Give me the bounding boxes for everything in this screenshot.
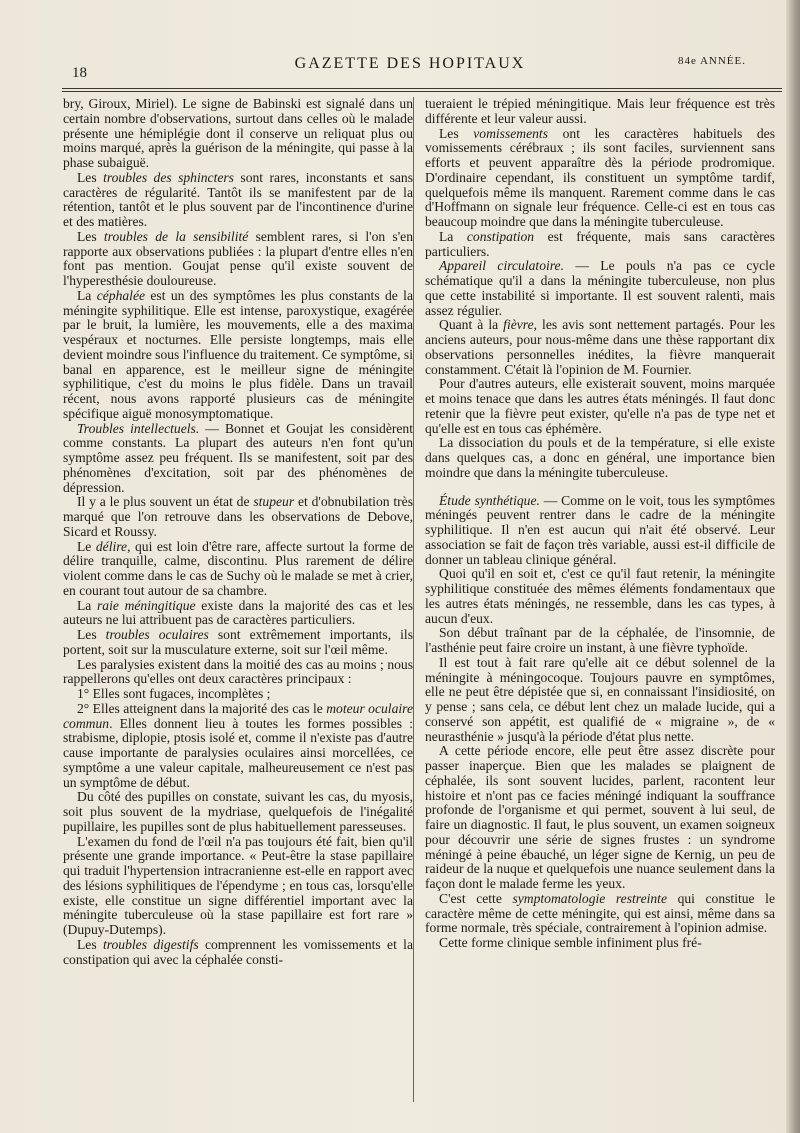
paragraph-text: , qui est loin d'être rare, affecte surtout la forme de délire tranquille, calme, discontinu. Plus rarement de délire violent comme dans le cas de Suchy où le malade se met à crier, en courant tout autour de sa chambre. [63, 538, 413, 598]
paragraph-lp12 [63, 702, 413, 791]
paragraph-text: qui constitue le caractère même de cette méningite, qui est ainsi, même dans sa forme normale, très spéciale, contrairement à l'opinion admise. [425, 890, 775, 936]
paragraph-prefix: Les [77, 228, 104, 244]
paragraph-prefix: Les [77, 169, 104, 185]
emphasis-term: Étude synthétique. [439, 492, 540, 508]
volume-year: 84e ANNÉE. [677, 55, 746, 67]
paragraph-rp13 [425, 892, 775, 936]
paragraph-prefix: La [439, 228, 467, 244]
paragraph-rp11 [425, 656, 775, 745]
paragraph-prefix: Il y a le plus souvent un état de [77, 494, 254, 510]
paragraph-rp4 [425, 259, 775, 318]
emphasis-term: troubles de la sensibilité [103, 228, 249, 244]
emphasis-term: délire [95, 538, 128, 554]
emphasis-term: constipation [466, 228, 535, 244]
paragraph-rp1 [425, 97, 775, 127]
page-edge-shadow [786, 0, 800, 1133]
paragraph-rp6 [425, 377, 775, 436]
paragraph-lp4 [63, 289, 413, 422]
paragraph-text: ont les caractères habituels des vomissements cérébraux ; ils sont faciles, surviennent sans efforts et peuvent apparaître dès la période prodromique. D'ordinaire cependant, ils constituent un symptôme tardif, quelquefois même ils manquent. Rarement comme dans le cas d'Hoffmann on signale leur fréquence. Celle-ci est en tous cas beaucoup moindre que dans la méningite tuberculeuse. [425, 125, 775, 229]
emphasis-term: troubles oculaires [105, 627, 209, 642]
paragraph-lp9 [63, 628, 413, 658]
page-number: 18 [72, 65, 87, 81]
paragraph-rp14 [425, 936, 775, 951]
emphasis-term: moteur oculaire commun [63, 700, 413, 731]
paragraph-lp3 [63, 230, 413, 289]
paragraph-prefix: Les [439, 125, 474, 141]
emphasis-term: Appareil circulatoire. [439, 258, 564, 274]
paragraph-prefix: Quant à la [439, 317, 504, 333]
emphasis-term: troubles digestifs [102, 936, 199, 952]
paragraph-rp2 [425, 127, 775, 230]
paragraph-text: sont rares, inconstants et sans caractères de régularité. Tantôt ils se manifestent par de la rétention, tantôt et le plus souvent par de l'incontinence d'urine et des matières. [63, 169, 413, 229]
paragraph-text: Pour d'autres auteurs, elle existerait souvent, moins marquée et moins tenace que dans les autres états méningés. Il faut donc retenir que la fièvre peut exister, qu'elle n'a pas de type net et qu'elle est en tous cas éphémère. [425, 376, 775, 436]
paragraph-text: comprennent les vomissements et la constipation qui avec la céphalée consti- [63, 936, 413, 967]
paragraph-text: semblent rares, si l'on s'en rapporte aux observations publiées : la plupart d'entre elles n'en font pas mention. Goujat pense qu'il existe souvent de l'hyperesthésie douloureuse. [63, 228, 414, 288]
paragraph-text: L'examen du fond de l'œil n'a pas toujours été fait, bien qu'il présente une grande importance. « Peut-être la stase papillaire qui traduit l'hypertension intracranienne est-elle en rapport avec des lésions syphilitiques de l'épendyme ; en tous cas, lorsqu'elle existe, elle constitue un signe différentiel important avec la méningite tuberculeuse où la stase papillaire est fort rare » (Dupuy-Dutemps). [63, 833, 413, 937]
paragraph-rp7 [425, 436, 775, 480]
paragraph-lp11 [63, 687, 413, 702]
paragraph-text: est fréquente, mais sans caractères particuliers. [425, 228, 775, 259]
paragraph-text: Son début traînant par de la céphalée, de l'insomnie, de l'asthénie peut faire croire un instant, à une fièvre typhoïde. [425, 625, 775, 655]
paragraph-text: Cette forme clinique semble infiniment plus fré- [439, 935, 702, 950]
paragraph-text: Il est tout à fait rare qu'elle ait ce début solennel de la méningite à méningocoque. Toujours pauvre en symptômes, elle ne peut être dépistée que si, en connaissant l'insidiosité, on y pense ; sans cela, ce début lent chez un malade lucide, qui a conservé son appétit, est qualifié de « migraine », de « neurasthénie » jusqu'à la période d'état plus nette. [425, 654, 775, 744]
paragraph-rp5 [425, 318, 775, 377]
paragraph-prefix: C'est cette [439, 890, 513, 906]
paragraph-text: est un des symptômes les plus constants de la méningite syphilitique. Elle est intense, paroxystique, exagérée par le bruit, la lumière, les mouvements, elle a des maxima vespéraux et nocturnes. Elle persiste longtemps, mais elle devient moindre sous l'influence du traitement. Ce symptôme, si banal en apparence, est le meilleur signe de méningite syphilitique, c'est du moins le plus fidèle. Dans un travail récent, nous avons rapporté plusieurs cas de méningite spécifique aiguë monosymptomatique. [63, 287, 413, 421]
paragraph-prefix: Les [77, 627, 106, 642]
right-column [425, 97, 775, 951]
page-header [40, 55, 780, 79]
paragraph-lp7 [63, 540, 413, 599]
paragraph-text: tueraient le trépied méningitique. Mais leur fréquence est très différente et leur valeur aussi. [425, 96, 775, 126]
paragraph-text: Quoi qu'il en soit et, c'est ce qu'il faut retenir, la méningite syphilitique constituée des mêmes éléments fondamentaux que les autres états méningés, ne ressemble, dans les cas types, à aucun d'eux. [425, 566, 775, 626]
column-divider [413, 97, 414, 1102]
paragraph-text: bry, Giroux, Miriel). Le signe de Babinski est signalé dans un certain nombre d'observations, surtout dans celles où le malade présente une hémiplégie dont il conserve un reliquat plus ou moins marqué, après la guérison de la méningite, qui passe à la phase subaiguë. [63, 96, 413, 170]
paragraph-prefix: Les [77, 936, 103, 952]
emphasis-term: raie méningitique [97, 597, 196, 613]
emphasis-term: stupeur [253, 494, 295, 510]
emphasis-term: céphalée [96, 287, 146, 303]
paragraph-text: A cette période encore, elle peut être assez discrète pour passer inaperçue. Bien que les malades se plaignent de céphalée, ils sont souvent lucides, parlent, racontent leur histoire et n'ont pas ce facies méningé indiquant la souffrance profonde de l'organisme et qui permet, souvent à lui seul, de faire un diagnostic. Il faut, le plus souvent, un examen soigneux pour découvrir une série de signes frustes : un syndrome méningé à peine ébauché, un léger signe de Kernig, un peu de raideur de la nuque et quelquefois une nuance seulement dans la façon dont le malade ferme les yeux. [425, 743, 775, 891]
paragraph-rp3 [425, 230, 775, 260]
paragraph-text: et d'obnubilation très marqué que l'on retrouve dans les observations de Debove, Sicard et Roussy. [63, 494, 413, 539]
paragraph-lp8 [63, 599, 413, 629]
paragraph-text: sont extrêmement importants, ils portent, soit sur la musculature externe, soit sur l'œil même. [63, 627, 413, 657]
paragraph-lp6 [63, 495, 413, 539]
paragraph-lp13 [63, 790, 413, 834]
emphasis-term: symptomatologie restreinte [512, 890, 667, 906]
paragraph-text: La dissociation du pouls et de la température, si elle existe dans quelques cas, a donc en général, une importance bien moindre que dans la méningite tuberculeuse. [425, 435, 775, 480]
paragraph-rp10 [425, 626, 775, 656]
paragraph-lp2 [63, 171, 413, 230]
header-rule-double [62, 91, 782, 92]
paragraph-text: 1° Elles sont fugaces, incomplètes ; [77, 686, 271, 701]
paragraph-lp14 [63, 835, 413, 938]
paragraph-rp9 [425, 567, 775, 626]
paragraph-prefix: 2° Elles atteignent dans la majorité des cas le [77, 700, 327, 716]
emphasis-term: troubles des sphincters [103, 169, 234, 185]
paragraph-text: Du côté des pupilles on constate, suivant les cas, du myosis, soit plus souvent de la mydriase, quelquefois de l'inégalité pupillaire, les pupilles sont de plus habituellement paresseuses. [63, 789, 413, 834]
journal-title: GAZETTE DES HOPITAUX [294, 55, 526, 72]
paragraph-lp1 [63, 97, 413, 171]
paragraph-lp5 [63, 422, 413, 496]
paragraph-text: . Elles donnent lieu à toutes les formes possibles : strabisme, diplopie, ptosis isolé et, comme il n'existe pas d'autre cause importante de paralysies oculaires ainsi morcellées, ce symptôme a une valeur capitale, malheureusement ce n'est pas un symptôme de début. [63, 715, 413, 790]
emphasis-term: Troubles intellectuels. [77, 420, 200, 436]
paragraph-text: existe dans la majorité des cas et les auteurs ne lui attribuent pas de caractères particuliers. [63, 597, 413, 628]
paragraph-rp12 [425, 744, 775, 892]
paragraph-text: , les avis sont nettement partagés. Pour les anciens auteurs, pour nous-même dans une thèse rapportant dix observations personnelles inédites, la fièvre manquerait constamment. C'était là l'opinion de M. Fournier. [425, 317, 775, 377]
emphasis-term: fièvre [503, 317, 534, 333]
paragraph-text: — Comme on le voit, tous les symptômes méningés peuvent rentrer dans le cadre de la méningite syphilitique. Il n'en est aucun qui n'ait été observé. Leur association se fait de façon très variable, aussi est-il difficile de donner un tableau clinique général. [425, 492, 775, 567]
paragraph-text: — Le pouls n'a pas ce cycle schématique qu'il a dans la méningite tuberculeuse, non plus que cette instabilité si importante. Il est souvent ralenti, mais assez régulier. [425, 258, 775, 318]
paragraph-prefix: Le [77, 538, 96, 554]
paragraph-lp10 [63, 658, 413, 688]
paragraph-text: Les paralysies existent dans la moitié des cas au moins ; nous rappellerons qu'elles ont deux caractères principaux : [63, 656, 413, 687]
header-rule [62, 88, 782, 89]
paragraph-rp8 [425, 494, 775, 568]
paragraph-prefix: La [77, 287, 97, 303]
paragraph-lp15 [63, 938, 413, 968]
emphasis-term: vomissements [473, 125, 548, 141]
paragraph-prefix: La [77, 597, 98, 613]
left-column [63, 97, 413, 967]
paragraph-text: — Bonnet et Goujat les considèrent comme constants. La plupart des auteurs n'en font qu'un symptôme assez peu fréquent. Ils se manifestent, soit par des phénomènes d'excitation, soit par des phénomènes de dépression. [63, 420, 414, 495]
